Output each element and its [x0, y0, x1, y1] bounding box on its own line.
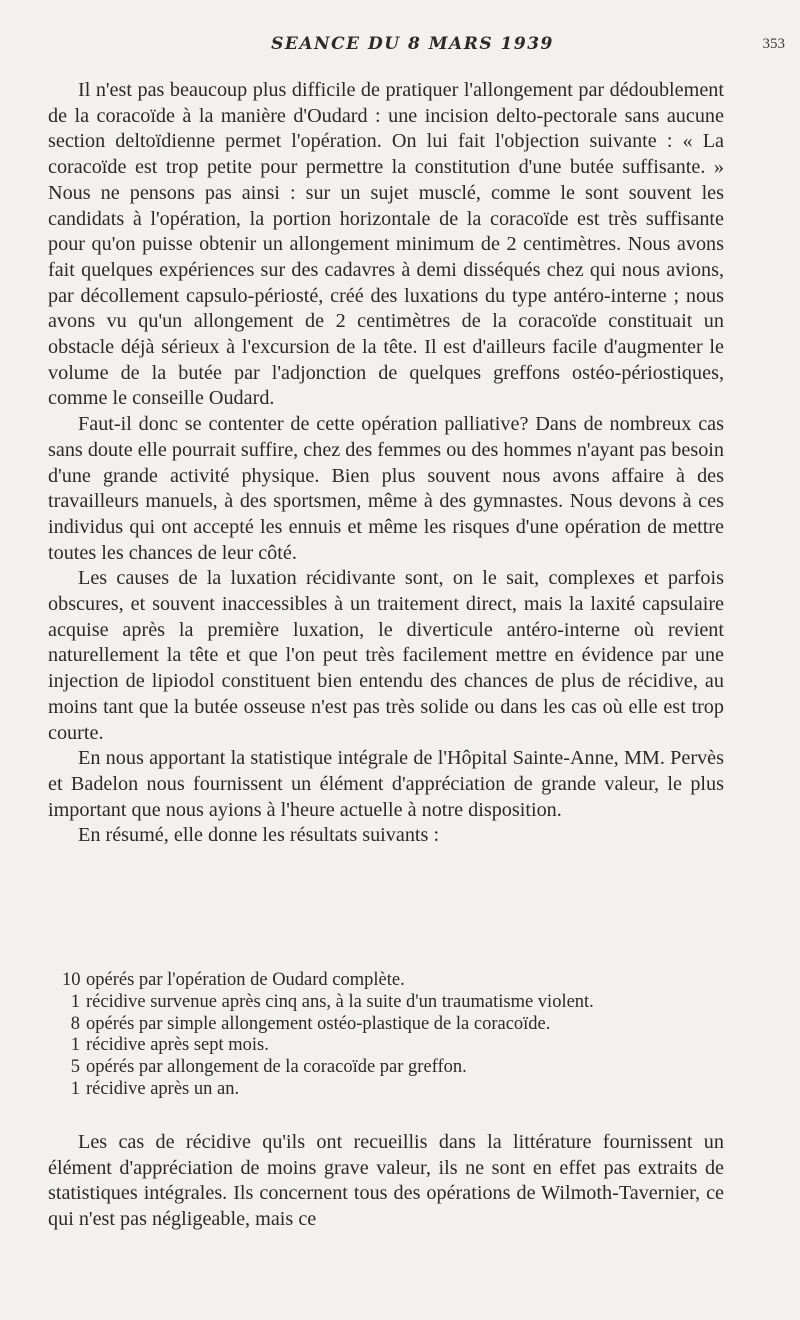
paragraph-palliative-operation: Faut-il donc se contenter de cette opération palliative? Dans de nombreux cas sans doute elle pourrait suffire, chez des femmes ou des hommes n'ayant pas besoin d'une grande activité physique. Bien plus souvent nous avons affaire à des travailleurs manuels, à des sportsmen, même à des gymnastes. Nous devons à ces individus qui ont accepté les ennuis et même les risques d'une opération de mettre toutes les chances de leur côté. — [48, 413, 724, 564]
paragraph-oudard-technique: Il n'est pas beaucoup plus difficile de pratiquer l'allongement par dédoublement de la coracoïde à la manière d'Oudard : une incision delto-pectorale sans aucune section deltoïdienne permet l'opération. On lui fait l'objection suivante : « La coracoïde est trop petite pour permettre la constitution d'une butée suffisante. » Nous ne pensons pas ainsi : sur un sujet musclé, comme le sont souvent les candidats à l'opération, la portion horizontale de la coracoïde est très suffisante pour qu'on puisse obtenir un allongement minimum de 2 centimètres. Nous avons fait quelques expériences sur des cadavres à demi disséqués chez qui nous avions, par décollement capsulo-périosté, créé des luxations du type antéro-interne ; nous avons vu qu'un allongement de 2 centimètres de la coracoïde constituait un obstacle déjà sérieux à l'excursion de la tête. Il est d'ailleurs facile d'augmenter le volume de la butée par l'adjonction de quelques greffons ostéo-périostiques, comme le conseille Oudard. — [48, 79, 724, 410]
list-item — [62, 992, 732, 1014]
result-text: récidive après sept mois. — [86, 1035, 269, 1056]
paragraph-literature-cases: Les cas de récidive qu'ils ont recueillis dans la littérature fournissent un élément d'appréciation de moins grave valeur, ils ne sont en effet pas extraits de statistiques intégrales. Ils concernent tous des opérations de Wilmoth-Tavernier, ce qui n'est pas négligeable, mais ce — [48, 1131, 724, 1231]
result-count: 1 — [70, 991, 80, 1012]
result-text: récidive survenue après cinq ans, à la suite d'un traumatisme violent. — [86, 991, 594, 1012]
page-number: 353 — [762, 36, 785, 52]
list-item — [62, 1035, 732, 1057]
running-title: SEANCE DU 8 MARS 1939 — [271, 34, 554, 54]
body-text — [48, 78, 724, 849]
list-item — [62, 1057, 732, 1079]
results-list — [62, 970, 732, 1101]
running-head — [40, 34, 785, 58]
closing-section — [48, 1130, 724, 1233]
result-text: opérés par allongement de la coracoïde par greffon. — [86, 1057, 467, 1078]
list-item — [62, 970, 732, 992]
result-text: récidive après un an. — [86, 1078, 240, 1099]
result-count: 1 — [70, 1035, 80, 1056]
result-text: opérés par l'opération de Oudard complète. — [86, 970, 405, 990]
result-count: 1 — [70, 1078, 80, 1099]
result-text: opérés par simple allongement ostéo-plastique de la coracoïde. — [86, 1013, 551, 1034]
result-count: 10 — [62, 970, 81, 990]
list-item — [62, 1014, 732, 1036]
paragraph-summary-intro: En résumé, elle donne les résultats suivants : — [78, 824, 440, 847]
list-item — [62, 1079, 732, 1101]
result-count: 8 — [70, 1013, 80, 1034]
result-count: 5 — [70, 1057, 80, 1078]
paragraph-causes: Les causes de la luxation récidivante sont, on le sait, complexes et parfois obscures, et souvent inaccessibles à un traitement direct, mais la laxité capsulaire acquise après la première luxation, le diverticule antéro-interne où revient naturellement la tête et que l'on peut très facilement mettre en évidence par une injection de lipiodol constituent bien entendu des chances de plus de récidive, au moins tant que la butée osseuse n'est pas très solide ou dans les cas où elle est trop courte. — [48, 567, 724, 744]
paragraph-statistics: En nous apportant la statistique intégrale de l'Hôpital Sainte-Anne, MM. Pervès et Badelon nous fournissent un élément d'appréciation de grande valeur, le plus important que nous ayions à l'heure actuelle à notre disposition. — [48, 747, 724, 821]
